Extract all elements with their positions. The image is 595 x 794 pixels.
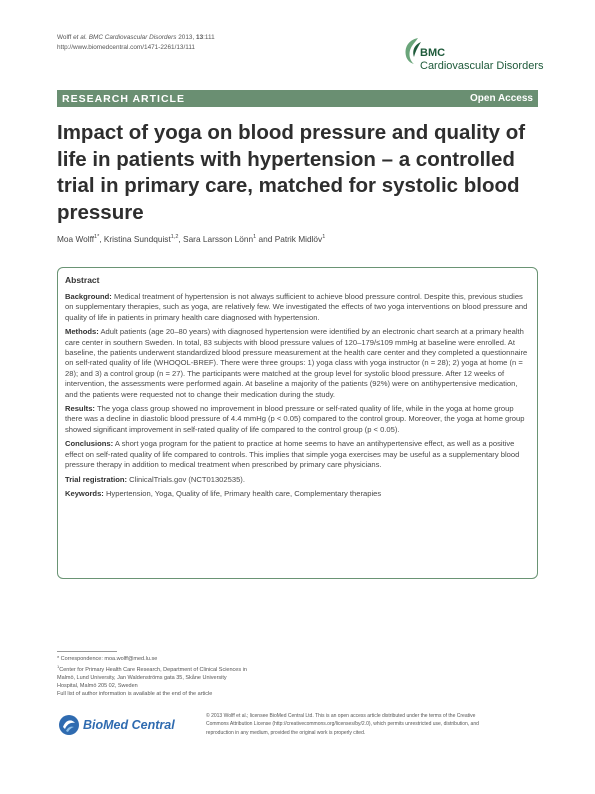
section-label: Results:	[65, 404, 95, 414]
author-separator: ,	[99, 234, 104, 244]
citation-year: 2013,	[178, 34, 195, 41]
affiliation-line: Malmö, Lund University, Jan Waldenströms gata 35, Skåne University	[57, 674, 227, 681]
footnote-divider	[57, 651, 117, 652]
biomed-central-logo	[57, 713, 177, 739]
author-separator: ,	[178, 234, 184, 244]
license-line: reproduction in any medium, provided the original work is properly cited.	[206, 729, 366, 736]
abstract-heading: Abstract	[65, 275, 100, 285]
author-affiliation: 1	[322, 234, 326, 241]
citation-etal: et al.	[73, 34, 87, 41]
affiliation-line: Hospital, Malmö 205 02, Sweden	[57, 682, 138, 689]
section-text: Medical treatment of hypertension is not always sufficient to achieve blood pressure control. Despite this, previous studies on supplementary therapies, such as yoga, are relatively few. We investigated the effects of two yoga interventions on blood pressure and quality of life in patients in primary health care diagnosed with hypertension.	[65, 292, 528, 322]
affiliation-marker: 1	[57, 664, 60, 669]
author-and: and	[256, 234, 275, 244]
correspondence-email[interactable]: * Correspondence: moa.wolff@med.lu.se	[57, 656, 158, 662]
license-text	[206, 712, 551, 737]
abstract-trial-registration	[65, 475, 530, 485]
article-type: RESEARCH ARTICLE	[62, 93, 185, 105]
section-label: Methods:	[65, 327, 99, 337]
section-text: Adult patients (age 20–80 years) with diagnosed hypertension were identified by an electronic chart search at a primary health care center in southern Sweden. In total, 83 subjects with blood pressure values of 120–179/≤109 mmHg at baseline were enrolled. At baseline, the patients underwent standardized blood pressure measurement at the health care center and they completed a questionnaire on self-rated quality of life (WHOQOL-BREF). There were three groups: 1) yoga class with yoga instructor (n = 28); 2) yoga at home (n = 28); and 3) a control group (n = 27). The participants were matched at the group level for systolic blood pressure. After 12 weeks of intervention, the assessments were performed again. At baseline a majority of the patients (92%) were on antihypertensive medication, and the patients were requested not to change their medication during the study.	[65, 327, 528, 399]
abstract-background	[65, 292, 530, 323]
citation-journal: BMC Cardiovascular Disorders	[88, 34, 177, 41]
citation-header	[57, 33, 215, 53]
article-type-bar	[57, 90, 538, 107]
trial-registration-link[interactable]: ClinicalTrials.gov (NCT01302535).	[129, 474, 245, 484]
abstract-results	[65, 404, 530, 435]
author: Sara Larsson Lönn	[183, 234, 254, 244]
citation-line	[57, 33, 215, 43]
author-info-note: Full list of author information is available at the end of the article	[57, 690, 213, 697]
author-affiliation: 1*	[94, 234, 100, 241]
author: Kristina Sundquist	[103, 234, 171, 244]
citation-volume: 13	[196, 34, 204, 41]
abstract-keywords	[65, 489, 530, 499]
section-label: Background:	[65, 292, 112, 301]
author-affiliation: 1,2	[170, 234, 179, 241]
citation-article: :111	[203, 34, 215, 41]
correspondence-block	[57, 655, 247, 698]
section-text: Hypertension, Yoga, Quality of life, Primary health care, Complementary therapies	[105, 488, 382, 498]
license-line: Commons Attribution License (http://creativecommons.org/licenses/by/2.0), which permits unrestricted use, distribution, and	[206, 721, 479, 728]
section-text: A short yoga program for the patient to practice at home seems to have an antihypertensive effect, as well as a positive effect on self-rated quality of life compared to controls. This implies that simple yoga exercises may be useful as a supplementary blood pressure therapy in addition to medical treatment when prescribed by primary care physicians.	[65, 439, 520, 470]
author-affiliation: 1	[253, 234, 257, 241]
citation-url[interactable]: http://www.biomedcentral.com/1471-2261/13/111	[57, 44, 195, 51]
license-line: © 2013 Wolff et al.; licensee BioMed Central Ltd. This is an open access article distributed under the terms of the Creative	[206, 713, 476, 719]
article-title: Impact of yoga on blood pressure and quality of life in patients with hypertension – a controlled trial in primary care, matched for systolic blood pressure	[57, 121, 526, 224]
section-label: Keywords:	[65, 488, 104, 498]
journal-logo-line1: BMC	[420, 47, 446, 59]
section-label: Conclusions:	[65, 439, 114, 449]
affiliation-text: Center for Primary Health Care Research, Department of Clinical Sciences in	[59, 666, 247, 673]
author-list	[57, 234, 325, 244]
open-access-label: Open Access	[470, 93, 533, 104]
citation-authors: Wolff	[57, 34, 72, 41]
abstract-methods	[65, 327, 530, 400]
journal-logo-line2: Cardiovascular Disorders	[420, 60, 544, 72]
abstract-conclusions	[65, 439, 530, 470]
author: Patrik Midlöv	[274, 234, 323, 244]
biomed-central-icon	[57, 713, 81, 737]
abstract-box	[57, 267, 538, 579]
journal-logo	[402, 30, 552, 78]
section-text: The yoga class group showed no improvement in blood pressure or self-rated quality of life, while in the yoga at home group there was a decline in diastolic blood pressure of 4.4 mmHg (p < 0.05) compared to the control group. Moreover, the yoga at home group showed significant improvement in self-rated quality of life compared to the control group (p < 0.05).	[65, 404, 525, 434]
section-label: Trial registration:	[65, 474, 128, 484]
biomed-central-wordmark: BioMed Central	[83, 718, 175, 732]
author: Moa Wolff	[57, 234, 95, 244]
affiliation-line	[57, 663, 247, 674]
